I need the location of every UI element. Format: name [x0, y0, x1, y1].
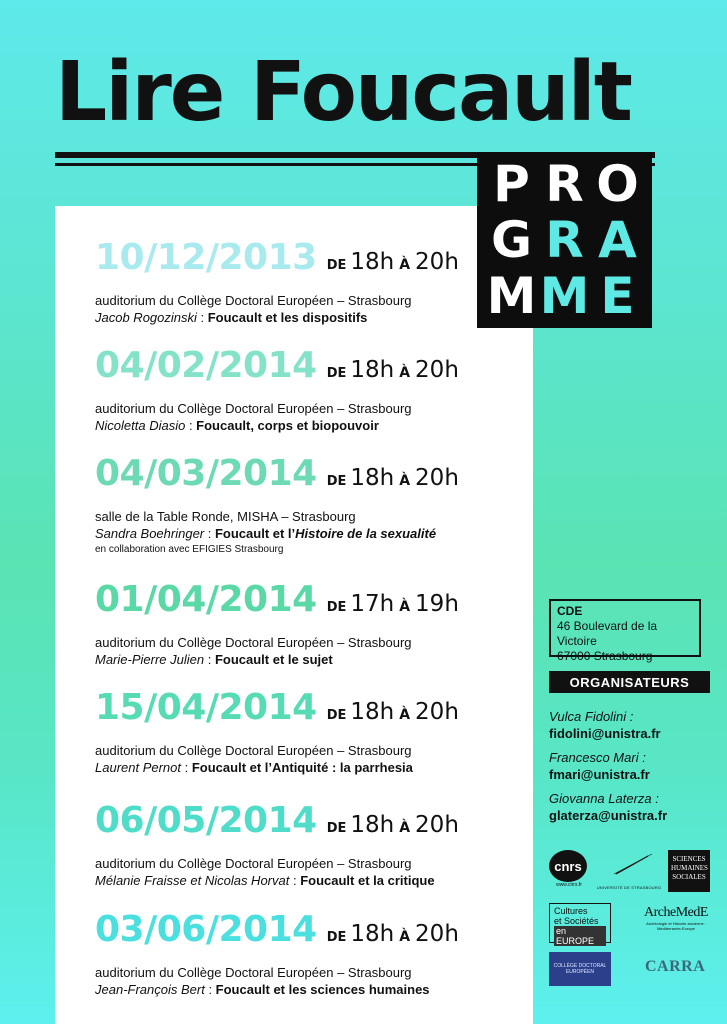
cde-logo: COLLÈGE DOCTORAL EUROPÉEN [549, 952, 611, 986]
organiser-email[interactable]: fidolini@unistra.fr [549, 726, 661, 741]
event-talk [95, 981, 525, 998]
event-end: 20h [415, 249, 459, 275]
event-venue: auditorium du Collège Doctoral Européen – Strasbourg [95, 401, 412, 416]
event-datetime [95, 454, 525, 502]
organiser-contact [549, 708, 719, 742]
venue-name: CDE [557, 604, 583, 618]
event-end: 20h [415, 812, 459, 838]
event-speaker: Sandra Boehringer [95, 526, 205, 541]
organiser-name: Francesco Mari : [549, 750, 646, 765]
programme-letter: A [598, 211, 637, 269]
event-talk-title-italic: Histoire de la sexualité [295, 526, 437, 541]
event-venue: salle de la Table Ronde, MISHA – Strasbourg [95, 509, 356, 524]
event-venue: auditorium du Collège Doctoral Européen – Strasbourg [95, 856, 412, 871]
event-speaker: Marie-Pierre Julien [95, 652, 205, 667]
event-start: 18h [350, 465, 395, 491]
organiser-name: Giovanna Laterza : [549, 791, 659, 806]
event-de: DE [326, 474, 347, 489]
cnrs-logo-mark: cnrs [549, 850, 587, 882]
event-speaker: Jacob Rogozinski [95, 310, 197, 325]
programme-letter: R [545, 211, 584, 269]
event-datetime [95, 346, 525, 394]
organisers-heading: ORGANISATEURS [549, 671, 710, 693]
sciences-humaines-logo: SCIENCES HUMAINES SOCIALES [668, 850, 710, 892]
event-1 [95, 238, 525, 326]
event-date: 01/04/2014 [95, 579, 317, 620]
event-start: 18h [350, 812, 395, 838]
event-date: 15/04/2014 [95, 687, 317, 728]
event-talk-title: Foucault et le sujet [214, 652, 333, 667]
event-venue: auditorium du Collège Doctoral Européen – Strasbourg [95, 743, 412, 758]
event-venue: auditorium du Collège Doctoral Européen – Strasbourg [95, 293, 412, 308]
event-talk [95, 651, 525, 668]
event-de: DE [326, 366, 347, 381]
event-start: 18h [350, 357, 395, 383]
organiser-contact [549, 749, 719, 783]
event-6 [95, 801, 525, 889]
organiser-name: Vulca Fidolini : [549, 709, 634, 724]
event-a: À [399, 257, 411, 273]
programme-letter: P [493, 155, 530, 213]
event-speaker: Jean-François Bert [95, 982, 205, 997]
event-date: 04/02/2014 [95, 345, 317, 386]
event-end: 20h [415, 921, 459, 947]
event-4 [95, 580, 525, 668]
event-talk-title: Foucault, corps et biopouvoir [196, 418, 379, 433]
event-datetime [95, 910, 525, 958]
event-end: 19h [415, 591, 459, 617]
event-date: 06/05/2014 [95, 800, 317, 841]
event-a: À [399, 820, 411, 836]
event-de: DE [326, 821, 347, 836]
event-datetime [95, 580, 525, 628]
organiser-email[interactable]: fmari@unistra.fr [549, 767, 650, 782]
unistra-logo-text: UNIVERSITÉ DE STRASBOURG [596, 885, 662, 890]
unistra-logo-mark [596, 850, 662, 880]
organiser-contact [549, 790, 719, 824]
organiser-email[interactable]: glaterza@unistra.fr [549, 808, 668, 823]
unistra-logo [596, 850, 662, 890]
event-sep: : [185, 418, 197, 433]
event-de: DE [326, 600, 347, 615]
event-speaker: Laurent Pernot [95, 760, 182, 775]
event-talk [95, 417, 525, 434]
event-talk [95, 759, 525, 776]
programme-letter: R [545, 155, 584, 213]
event-date: 03/06/2014 [95, 909, 317, 950]
venue-address-box [549, 599, 701, 663]
event-sep: : [181, 760, 192, 775]
venue-street: 46 Boulevard de la Victoire [557, 619, 658, 648]
programme-letter: M [539, 267, 590, 325]
event-note: en collaboration avec EFIGIES Strasbourg [95, 544, 284, 555]
event-talk-title: Foucault et la critique [300, 873, 435, 888]
event-de: DE [326, 930, 347, 945]
event-start: 18h [350, 921, 395, 947]
event-sep: : [204, 982, 216, 997]
cultures-societes-logo: Cultures et Sociétés en EUROPE [549, 903, 611, 943]
event-end: 20h [415, 465, 459, 491]
event-datetime [95, 801, 525, 849]
event-sep: : [289, 873, 301, 888]
programme-letter: G [490, 211, 533, 269]
event-start: 18h [350, 249, 395, 275]
poster-title: Lire Foucault [55, 45, 631, 140]
cnrs-logo [549, 850, 589, 890]
event-sep: : [204, 652, 215, 667]
event-date: 04/03/2014 [95, 453, 317, 494]
event-a: À [399, 599, 411, 615]
programme-letter: E [600, 267, 635, 325]
event-end: 20h [415, 699, 459, 725]
event-talk-title: Foucault et l’Antiquité : la parrhesia [191, 760, 413, 775]
event-talk [95, 872, 525, 889]
event-3 [95, 454, 525, 557]
event-a: À [399, 929, 411, 945]
programme-letter: O [596, 155, 639, 213]
event-datetime [95, 688, 525, 736]
event-venue: auditorium du Collège Doctoral Européen – Strasbourg [95, 965, 412, 980]
event-date: 10/12/2013 [95, 237, 317, 278]
carra-logo: CARRA [645, 958, 706, 975]
event-venue: auditorium du Collège Doctoral Européen – Strasbourg [95, 635, 412, 650]
event-7 [95, 910, 525, 998]
event-5 [95, 688, 525, 776]
event-talk [95, 309, 525, 326]
event-sep: : [204, 526, 215, 541]
event-speaker: Nicoletta Diasio [95, 418, 186, 433]
event-talk-title: Foucault et l’ [214, 526, 296, 541]
event-sep: : [196, 310, 208, 325]
venue-city: 67000 Strasbourg [557, 649, 653, 663]
event-start: 18h [350, 699, 395, 725]
event-end: 20h [415, 357, 459, 383]
archimede-logo: ArcheMedE Archéologie et Histoire ancienne : Méditerranée-Europe [644, 905, 708, 931]
event-a: À [399, 707, 411, 723]
programme-letter: M [486, 267, 537, 325]
event-speaker: Mélanie Fraisse et Nicolas Horvat [95, 873, 290, 888]
event-start: 17h [350, 591, 395, 617]
event-de: DE [326, 708, 347, 723]
event-datetime [95, 238, 525, 286]
event-2 [95, 346, 525, 434]
event-a: À [399, 365, 411, 381]
event-talk-title: Foucault et les dispositifs [207, 310, 368, 325]
event-de: DE [326, 258, 347, 273]
event-talk [95, 525, 525, 542]
event-talk-title: Foucault et les sciences humaines [215, 982, 430, 997]
event-a: À [399, 473, 411, 489]
cnrs-logo-url: www.cnrs.fr [556, 882, 582, 888]
